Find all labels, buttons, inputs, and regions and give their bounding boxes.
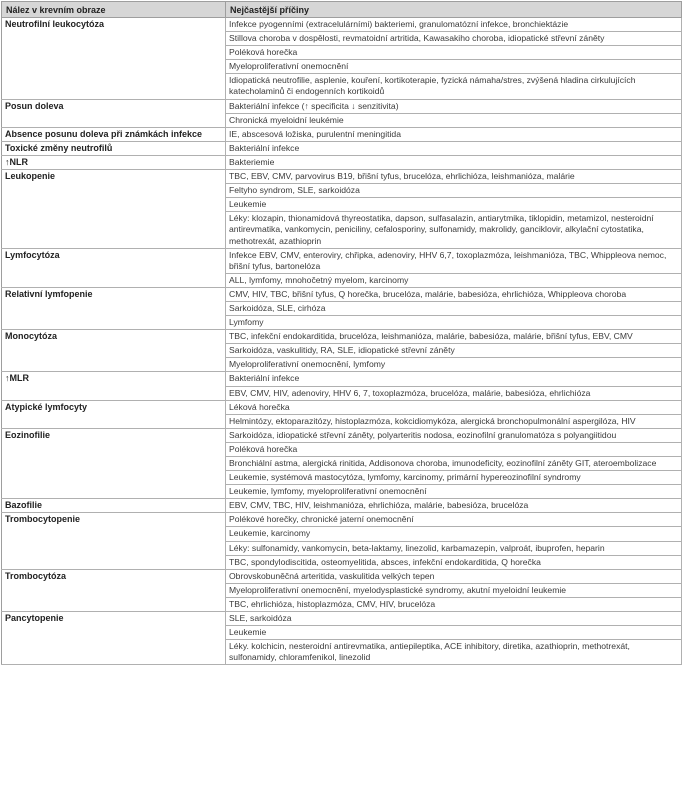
table-row xyxy=(2,127,682,141)
table-row xyxy=(2,99,682,113)
cause-cell: Obrovskobuněčná arteritida, vaskulitida velkých tepen xyxy=(226,569,682,583)
cause-cell: IE, abscesová ložiska, purulentní meningitida xyxy=(226,127,682,141)
table-row xyxy=(2,170,682,184)
table-row xyxy=(2,612,682,626)
cause-cell: Leukemie xyxy=(226,198,682,212)
cause-cell: SLE, sarkoidóza xyxy=(226,612,682,626)
cause-cell: TBC, infekční endokarditida, brucelóza, leishmanióza, malárie, babesióza, malárie, břišní tyfus, EBV, CMV xyxy=(226,330,682,344)
table-row xyxy=(2,372,682,386)
cause-cell: Bakteriální infekce (↑ specificita ↓ senzitivita) xyxy=(226,99,682,113)
cause-cell: Sarkoidóza, vaskulitidy, RA, SLE, idiopatické střevní záněty xyxy=(226,344,682,358)
finding-cell: Trombocytopenie xyxy=(2,513,226,569)
finding-cell: Relativní lymfopenie xyxy=(2,287,226,329)
table-row xyxy=(2,287,682,301)
cause-cell: Poléková horečka xyxy=(226,46,682,60)
table-body xyxy=(2,18,682,665)
finding-cell: Pancytopenie xyxy=(2,612,226,665)
table-row xyxy=(2,18,682,32)
cause-cell: Leukemie xyxy=(226,626,682,640)
finding-cell: Monocytóza xyxy=(2,330,226,372)
cause-cell: Léky. kolchicin, nesteroidní antirevmatika, antiepileptika, ACE inhibitory, diretika, azathioprin, methotrexát, sulfonamidy, chloramfenikol, linezolid xyxy=(226,640,682,665)
cause-cell: Myeloproliferativní onemocnění, lymfomy xyxy=(226,358,682,372)
table-header-row xyxy=(2,2,682,18)
cause-cell: TBC, EBV, CMV, parvovirus B19, břišní tyfus, brucelóza, ehrlichióza, leishmanióza, malárie xyxy=(226,170,682,184)
cause-cell: Lymfomy xyxy=(226,316,682,330)
table-row xyxy=(2,330,682,344)
finding-cell: Posun doleva xyxy=(2,99,226,127)
finding-cell: ↑MLR xyxy=(2,372,226,400)
finding-cell: Lymfocytóza xyxy=(2,248,226,287)
cause-cell: Infekce pyogenními (extracelulárními) bakteriemi, granulomatózní infekce, bronchiektázie xyxy=(226,18,682,32)
finding-cell: ↑NLR xyxy=(2,155,226,169)
table-row xyxy=(2,400,682,414)
cause-cell: Polékové horečky, chronické jaterní onemocnění xyxy=(226,513,682,527)
cause-cell: Léky: sulfonamidy, vankomycin, beta-laktamy, linezolid, karbamazepin, valproát, ibuprofen, heparin xyxy=(226,541,682,555)
table-row xyxy=(2,499,682,513)
cause-cell: Myeloproliferativní onemocnění, myelodysplastické syndromy, akutní myeloidní leukemie xyxy=(226,583,682,597)
cause-cell: Bronchiální astma, alergická rinitida, Addisonova choroba, imunodeficity, eozinofilní záněty GIT, ateroembolizace xyxy=(226,457,682,471)
header-finding: Nález v krevním obraze xyxy=(2,2,226,18)
finding-cell: Absence posunu doleva při známkách infekce xyxy=(2,127,226,141)
cause-cell: Bakteriální infekce xyxy=(226,372,682,386)
finding-cell: Neutrofilní leukocytóza xyxy=(2,18,226,100)
finding-cell: Toxické změny neutrofilů xyxy=(2,141,226,155)
finding-cell: Eozinofilie xyxy=(2,428,226,498)
cause-cell: EBV, CMV, TBC, HIV, leishmanióza, ehrlichióza, malárie, babesióza, brucelóza xyxy=(226,499,682,513)
table-row xyxy=(2,155,682,169)
cause-cell: TBC, ehrlichióza, histoplazmóza, CMV, HIV, brucelóza xyxy=(226,597,682,611)
finding-cell: Atypické lymfocyty xyxy=(2,400,226,428)
cause-cell: Helmintózy, ektoparazitózy, histoplazmóza, kokcidiomykóza, alergická bronchopulmonální aspergilóza, HIV xyxy=(226,414,682,428)
cause-cell: CMV, HIV, TBC, břišní tyfus, Q horečka, brucelóza, malárie, babesióza, ehrlichióza, Whippleova choroba xyxy=(226,287,682,301)
cause-cell: Leukemie, lymfomy, myeloproliferativní onemocnění xyxy=(226,485,682,499)
table-row xyxy=(2,248,682,273)
cause-cell: TBC, spondylodiscitida, osteomyelitida, absces, infekční endokarditida, Q horečka xyxy=(226,555,682,569)
cause-cell: Chronická myeloidní leukémie xyxy=(226,113,682,127)
findings-table xyxy=(1,1,682,665)
cause-cell: Stillova choroba v dospělosti, revmatoidní artritida, Kawasakiho choroba, idiopatické střevní záněty xyxy=(226,32,682,46)
cause-cell: Sarkoidóza, idiopatické střevní záněty, polyarteritis nodosa, eozinofilní granulomatóza s polyangiitidou xyxy=(226,428,682,442)
cause-cell: Leukemie, karcinomy xyxy=(226,527,682,541)
cause-cell: Sarkoidóza, SLE, cirhóza xyxy=(226,301,682,315)
cause-cell: Poléková horečka xyxy=(226,442,682,456)
finding-cell: Trombocytóza xyxy=(2,569,226,611)
cause-cell: Leukemie, systémová mastocytóza, lymfomy, karcinomy, primární hypereozinofilní syndromy xyxy=(226,471,682,485)
finding-cell: Leukopenie xyxy=(2,170,226,249)
header-causes: Nejčastější příčiny xyxy=(226,2,682,18)
table-row xyxy=(2,141,682,155)
cause-cell: Bakteriemie xyxy=(226,155,682,169)
cause-cell: EBV, CMV, HIV, adenoviry, HHV 6, 7, toxoplazmóza, brucelóza, malárie, babesióza, ehrlichióza xyxy=(226,386,682,400)
cause-cell: Léková horečka xyxy=(226,400,682,414)
finding-cell: Bazofilie xyxy=(2,499,226,513)
cause-cell: Feltyho syndrom, SLE, sarkoidóza xyxy=(226,184,682,198)
cause-cell: Myeloproliferativní onemocnění xyxy=(226,60,682,74)
cause-cell: Infekce EBV, CMV, enteroviry, chřipka, adenoviry, HHV 6,7, toxoplazmóza, leishmanióza, TBC, Whippleova nemoc, břišní tyfus, bartonelóza xyxy=(226,248,682,273)
cause-cell: Idiopatická neutrofilie, asplenie, kouření, kortikoterapie, fyzická námaha/stres, zvýšená hladina cirkulujících katecholaminů či endogenních kortikoidů xyxy=(226,74,682,99)
cause-cell: Bakteriální infekce xyxy=(226,141,682,155)
cause-cell: Léky: klozapin, thionamidová thyreostatika, dapson, sulfasalazin, antiarytmika, tiklopidin, metamizol, nesteroidní antirevmatika, vankomycin, peniciliny, cefalosporiny, sulfonamidy, makrolidy, ganciklovir, alkylační cytostatika, methotrexát, azathioprin xyxy=(226,212,682,248)
table-row xyxy=(2,513,682,527)
table-row xyxy=(2,569,682,583)
table-row xyxy=(2,428,682,442)
cause-cell: ALL, lymfomy, mnohočetný myelom, karcinomy xyxy=(226,273,682,287)
